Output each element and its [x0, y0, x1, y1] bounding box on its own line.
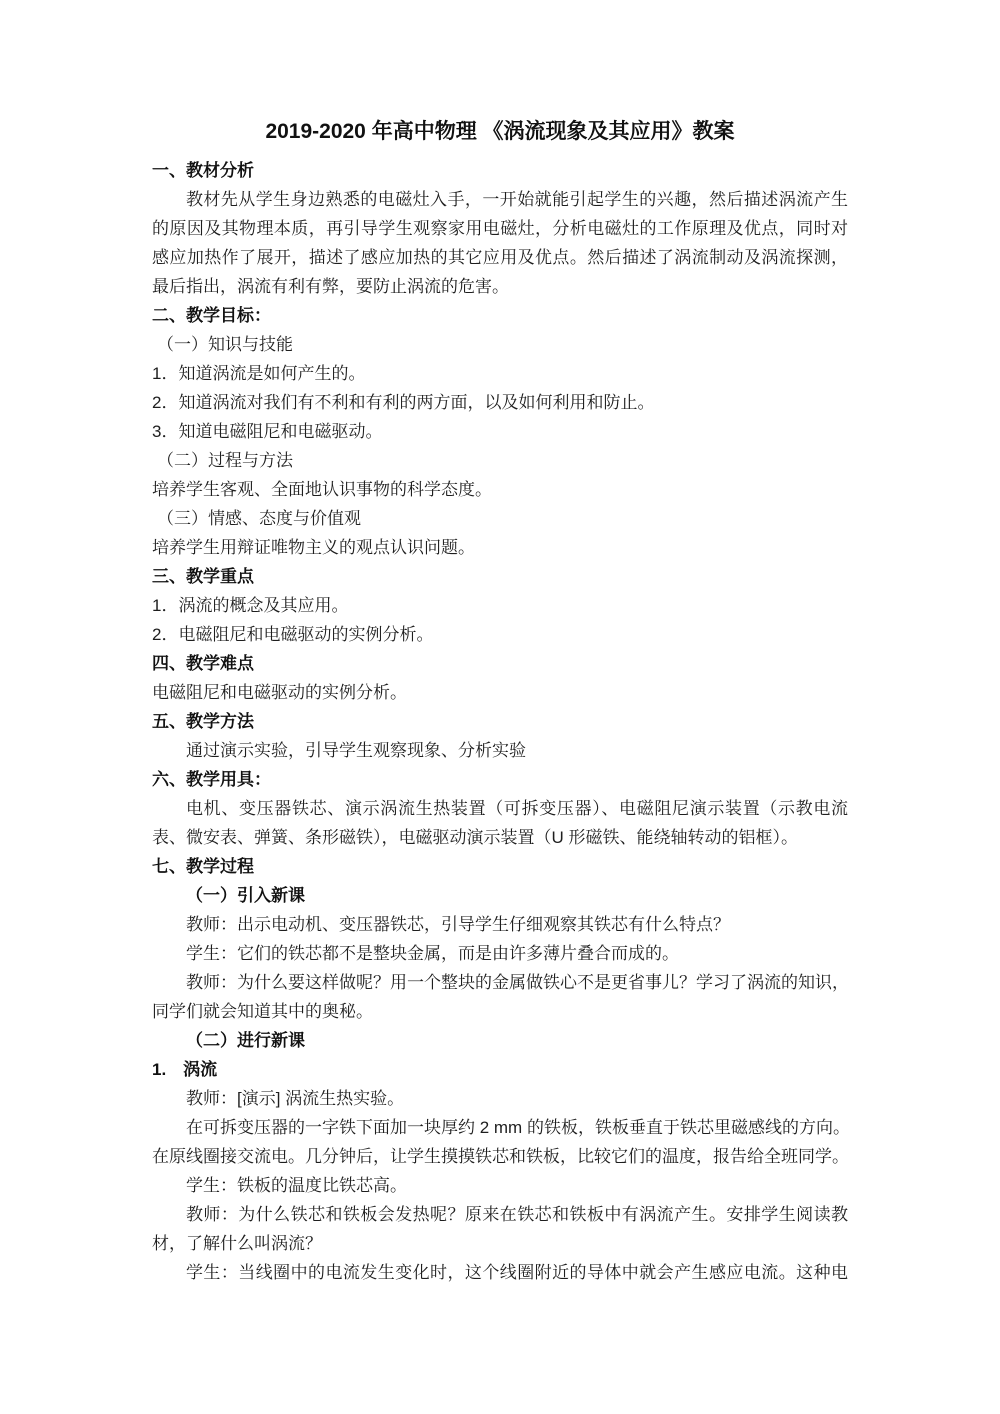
doc-line: （一）引入新课 — [186, 886, 305, 905]
doc-line: 的原因及其物理本质，再引导学生观察家用电磁灶，分析电磁灶的工作原理及优点，同时对 — [152, 219, 848, 238]
doc-line: 2．电磁阻尼和电磁驱动的实例分析。 — [152, 625, 434, 644]
doc-line: 1．知道涡流是如何产生的。 — [152, 364, 366, 383]
doc-line: 七、教学过程 — [152, 857, 254, 876]
doc-line: 通过演示实验，引导学生观察现象、分析实验 — [186, 741, 526, 760]
doc-line: 电机、变压器铁芯、演示涡流生热装置（可拆变压器）、电磁阻尼演示装置（示教电流 — [186, 799, 848, 818]
doc-line: 最后指出，涡流有利有弊，要防止涡流的危害。 — [152, 277, 509, 296]
doc-line: 材，了解什么叫涡流？ — [152, 1234, 322, 1253]
doc-line: 3．知道电磁阻尼和电磁驱动。 — [152, 422, 383, 441]
doc-line: 感应加热作了展开，描述了感应加热的其它应用及优点。然后描述了涡流制动及涡流探测， — [152, 248, 848, 267]
document-title: 2019-2020 年高中物理 《涡流现象及其应用》教案 — [265, 120, 735, 143]
doc-line: 电磁阻尼和电磁驱动的实例分析。 — [152, 683, 407, 702]
doc-line: 教师：为什么铁芯和铁板会发热呢？原来在铁芯和铁板中有涡流产生。安排学生阅读教 — [186, 1205, 848, 1224]
doc-line: （二）过程与方法 — [157, 451, 293, 470]
doc-line: 一、教材分析 — [152, 161, 254, 180]
doc-line: 2．知道涡流对我们有不利和有利的两方面，以及如何利用和防止。 — [152, 393, 655, 412]
doc-line: 学生：当线圈中的电流发生变化时，这个线圈附近的导体中就会产生感应电流。这种电 — [186, 1263, 848, 1282]
doc-line: 教师：[演示] 涡流生热实验。 — [186, 1089, 405, 1108]
doc-line: （二）进行新课 — [186, 1031, 305, 1050]
doc-line: （三）情感、态度与价值观 — [157, 509, 361, 528]
doc-line: 教材先从学生身边熟悉的电磁灶入手，一开始就能引起学生的兴趣，然后描述涡流产生 — [186, 190, 848, 209]
doc-line: （一）知识与技能 — [157, 335, 293, 354]
doc-line: 培养学生客观、全面地认识事物的科学态度。 — [152, 480, 492, 499]
doc-line: 1．涡流的概念及其应用。 — [152, 596, 349, 615]
doc-line: 1. 涡流 — [152, 1060, 218, 1079]
doc-line: 五、教学方法 — [152, 712, 254, 731]
doc-line: 在可拆变压器的一字铁下面加一块厚约 2 mm 的铁板，铁板垂直于铁芯里磁感线的方向。 — [186, 1118, 850, 1137]
doc-line: 教师：为什么要这样做呢？用一个整块的金属做铁心不是更省事儿？学习了涡流的知识， — [186, 973, 849, 992]
doc-line: 二、教学目标： — [152, 306, 271, 325]
doc-line: 培养学生用辩证唯物主义的观点认识问题。 — [152, 538, 475, 557]
doc-line: 在原线圈接交流电。几分钟后，让学生摸摸铁芯和铁板，比较它们的温度，报告给全班同学。 — [152, 1147, 849, 1166]
document-content — [152, 116, 848, 1287]
doc-line: 学生：它们的铁芯都不是整块金属，而是由许多薄片叠合而成的。 — [186, 944, 679, 963]
doc-line: 教师：出示电动机、变压器铁芯，引导学生仔细观察其铁芯有什么特点？ — [186, 915, 730, 934]
doc-line: 同学们就会知道其中的奥秘。 — [152, 1002, 373, 1021]
doc-line: 四、教学难点 — [152, 654, 254, 673]
document-body — [152, 156, 848, 1287]
doc-line: 六、教学用具： — [152, 770, 271, 789]
doc-line: 三、教学重点 — [152, 567, 254, 586]
doc-line: 学生：铁板的温度比铁芯高。 — [186, 1176, 407, 1195]
doc-line: 表、微安表、弹簧、条形磁铁），电磁驱动演示装置（U 形磁铁、能绕轴转动的铝框）。 — [152, 828, 798, 847]
